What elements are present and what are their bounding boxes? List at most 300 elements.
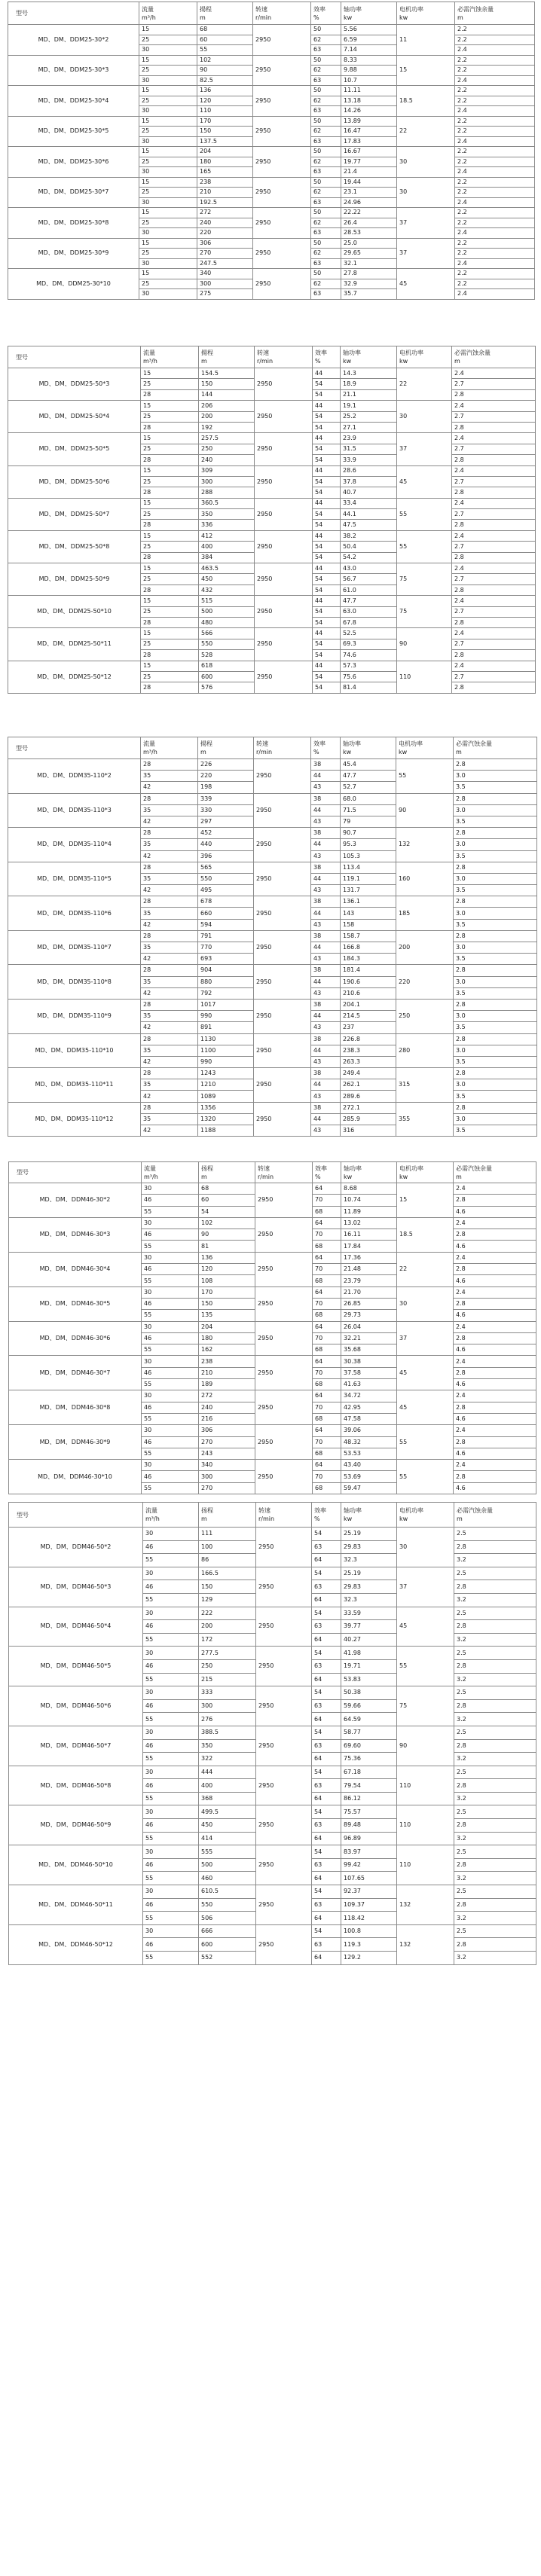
- efficiency-cell: 64: [312, 1832, 341, 1845]
- shaft-power-cell: 181.4: [341, 965, 396, 976]
- shaft-power-cell: 23.9: [341, 433, 397, 444]
- shaft-power-cell: 249.4: [341, 1068, 396, 1079]
- table-row: [9, 1686, 536, 1700]
- efficiency-cell: 54: [312, 1726, 341, 1739]
- column-header: [253, 2, 311, 25]
- model-cell: MD、DM、DDM25-50*10: [8, 596, 141, 628]
- head-cell: 309: [199, 465, 255, 476]
- column-header: [199, 1503, 256, 1528]
- shaft-power-cell: 86.12: [341, 1792, 397, 1805]
- speed-cell: 2950: [255, 563, 313, 596]
- npshr-cell: 2.2: [455, 35, 535, 45]
- npshr-cell: 3.0: [454, 771, 537, 782]
- shaft-power-cell: 31.5: [341, 444, 397, 454]
- npshr-cell: 4.6: [454, 1448, 536, 1459]
- shaft-power-cell: 42.95: [341, 1402, 397, 1413]
- header-unit: m: [201, 1173, 207, 1180]
- head-cell: 610.5: [199, 1885, 256, 1899]
- speed-cell: 2950: [254, 999, 311, 1033]
- table-row: [8, 116, 535, 127]
- spec-table-3: [8, 737, 537, 1137]
- header-row: [8, 737, 537, 759]
- flow-cell: 46: [143, 1699, 199, 1713]
- npshr-cell: 2.4: [454, 1217, 536, 1228]
- model-cell: MD、DM、DDM35-110*5: [8, 862, 141, 896]
- motor-power-cell: 132: [396, 828, 454, 862]
- npshr-cell: 2.8: [452, 520, 536, 530]
- npshr-cell: 2.8: [454, 1367, 536, 1378]
- shaft-power-cell: 40.27: [341, 1633, 397, 1647]
- efficiency-cell: 54: [313, 552, 341, 563]
- flow-cell: 25: [141, 639, 199, 649]
- speed-cell: 2950: [256, 1726, 312, 1766]
- flow-cell: 28: [141, 552, 199, 563]
- flow-cell: 28: [141, 965, 198, 976]
- flow-cell: 30: [143, 1805, 199, 1819]
- flow-cell: 35: [141, 976, 198, 987]
- flow-cell: 25: [141, 476, 199, 487]
- efficiency-cell: 64: [313, 1183, 341, 1195]
- speed-cell: 2950: [254, 930, 311, 965]
- flow-cell: 30: [142, 1286, 199, 1298]
- npshr-cell: 2.7: [452, 444, 536, 454]
- table-row: [9, 1567, 536, 1580]
- shaft-power-cell: 18.9: [341, 379, 397, 389]
- table-row: [8, 965, 537, 976]
- flow-cell: 30: [143, 1766, 199, 1779]
- shaft-power-cell: 25.0: [341, 238, 397, 249]
- column-header: [199, 1162, 255, 1183]
- head-cell: 550: [199, 1898, 256, 1912]
- npshr-cell: 2.8: [454, 1102, 537, 1113]
- efficiency-cell: 44: [313, 628, 341, 639]
- head-cell: 384: [199, 552, 255, 563]
- npshr-cell: 2.8: [454, 1699, 536, 1713]
- column-header: [8, 2, 139, 25]
- header-unit: m: [200, 14, 206, 21]
- shaft-power-cell: 95.3: [341, 839, 396, 850]
- speed-cell: 2950: [256, 1885, 312, 1925]
- npshr-cell: 2.8: [454, 1068, 537, 1079]
- head-cell: 240: [197, 218, 253, 228]
- table-row: [8, 1102, 537, 1113]
- head-cell: 110: [197, 106, 253, 117]
- flow-cell: 30: [143, 1567, 199, 1580]
- speed-cell: 2950: [255, 530, 313, 563]
- flow-cell: 30: [139, 45, 197, 56]
- shaft-power-cell: 166.8: [341, 942, 396, 954]
- shaft-power-cell: 50.4: [341, 542, 397, 552]
- shaft-power-cell: 32.3: [341, 1554, 397, 1567]
- flow-cell: 15: [139, 208, 197, 218]
- efficiency-cell: 54: [313, 422, 341, 432]
- shaft-power-cell: 57.3: [341, 661, 397, 671]
- speed-cell: 2950: [255, 1460, 313, 1494]
- efficiency-cell: 63: [312, 1580, 341, 1594]
- flow-cell: 55: [143, 1673, 199, 1686]
- header-label: 揚程: [200, 5, 212, 13]
- model-cell: MD、DM、DDM25-30*7: [8, 177, 139, 208]
- motor-power-cell: 132: [397, 1924, 454, 1964]
- npshr-cell: 4.6: [454, 1206, 536, 1217]
- flow-cell: 25: [141, 411, 199, 422]
- header-unit: kw: [343, 749, 352, 755]
- motor-power-cell: 15: [397, 1183, 454, 1218]
- efficiency-cell: 50: [311, 147, 341, 157]
- table-row: [8, 1068, 537, 1079]
- npshr-cell: 3.0: [454, 1113, 537, 1125]
- flow-cell: 28: [141, 617, 199, 627]
- efficiency-cell: 44: [313, 401, 341, 411]
- motor-power-cell: 55: [397, 1425, 454, 1460]
- npshr-cell: 2.4: [455, 197, 535, 208]
- flow-cell: 55: [142, 1206, 199, 1217]
- npshr-cell: 4.6: [454, 1379, 536, 1390]
- column-header: [312, 1503, 341, 1528]
- flow-cell: 42: [141, 1091, 198, 1102]
- speed-cell: 2950: [256, 1686, 312, 1726]
- shaft-power-cell: 143: [341, 908, 396, 919]
- shaft-power-cell: 23.1: [341, 188, 397, 198]
- npshr-cell: 2.5: [454, 1845, 536, 1859]
- motor-power-cell: 37: [397, 208, 455, 239]
- npshr-cell: 4.6: [454, 1482, 536, 1494]
- shaft-power-cell: 26.85: [341, 1298, 397, 1309]
- motor-power-cell: 355: [396, 1102, 454, 1137]
- flow-cell: 15: [141, 498, 199, 508]
- head-cell: 136: [199, 1252, 255, 1263]
- npshr-cell: 2.8: [454, 999, 537, 1010]
- efficiency-cell: 64: [312, 1554, 341, 1567]
- header-label: 轴功率: [343, 349, 361, 356]
- flow-cell: 35: [141, 1113, 198, 1125]
- npshr-cell: 2.4: [455, 136, 535, 147]
- flow-cell: 25: [141, 606, 199, 617]
- flow-cell: 28: [141, 1068, 198, 1079]
- npshr-cell: 2.8: [454, 1195, 536, 1206]
- efficiency-cell: 54: [313, 444, 341, 454]
- spec-table-2: [8, 346, 536, 694]
- flow-cell: 15: [141, 368, 199, 379]
- efficiency-cell: 44: [313, 530, 341, 541]
- header-unit: m: [454, 358, 460, 365]
- npshr-cell: 3.0: [454, 908, 537, 919]
- motor-power-cell: 250: [396, 999, 454, 1033]
- efficiency-cell: 38: [311, 862, 341, 873]
- head-cell: 238: [197, 177, 253, 188]
- shaft-power-cell: 272.1: [341, 1102, 396, 1113]
- table-row: [8, 661, 536, 671]
- model-cell: MD、DM、DDM46-30*2: [9, 1183, 142, 1218]
- model-cell: MD、DM、DDM25-30*8: [8, 208, 139, 239]
- npshr-cell: 2.7: [452, 542, 536, 552]
- header-unit: m³/h: [143, 358, 157, 365]
- model-cell: MD、DM、DDM25-50*12: [8, 661, 141, 693]
- header-label: 电机功率: [399, 5, 423, 13]
- npshr-cell: 2.8: [454, 1540, 536, 1554]
- speed-cell: 2950: [253, 177, 311, 208]
- efficiency-cell: 63: [311, 106, 341, 117]
- head-cell: 154.5: [199, 368, 255, 379]
- head-cell: 111: [199, 1528, 256, 1541]
- head-cell: 60: [199, 1195, 255, 1206]
- flow-cell: 30: [139, 167, 197, 178]
- npshr-cell: 2.5: [454, 1805, 536, 1819]
- flow-cell: 46: [142, 1298, 199, 1309]
- table-row: [9, 1356, 536, 1367]
- speed-cell: 2950: [255, 1390, 313, 1425]
- head-cell: 412: [199, 530, 255, 541]
- flow-cell: 30: [143, 1845, 199, 1859]
- model-cell: MD、DM、DDM46-50*9: [9, 1805, 143, 1845]
- npshr-cell: 2.8: [452, 487, 536, 498]
- model-cell: MD、DM、DDM46-50*10: [9, 1845, 143, 1885]
- head-cell: 550: [199, 639, 255, 649]
- model-cell: MD、DM、DDM25-30*3: [8, 55, 139, 86]
- head-cell: 904: [198, 965, 254, 976]
- head-cell: 108: [199, 1275, 255, 1286]
- head-cell: 300: [199, 476, 255, 487]
- npshr-cell: 2.5: [454, 1528, 536, 1541]
- npshr-cell: 2.8: [452, 552, 536, 563]
- column-header: [454, 1162, 536, 1183]
- shaft-power-cell: 39.77: [341, 1620, 397, 1634]
- npshr-cell: 3.5: [454, 954, 537, 965]
- efficiency-cell: 50: [311, 208, 341, 218]
- npshr-cell: 2.2: [455, 269, 535, 279]
- npshr-cell: 4.6: [454, 1413, 536, 1424]
- flow-cell: 55: [143, 1952, 199, 1965]
- flow-cell: 25: [141, 671, 199, 682]
- speed-cell: 2950: [256, 1607, 312, 1647]
- shaft-power-cell: 129.2: [341, 1952, 397, 1965]
- efficiency-cell: 44: [313, 433, 341, 444]
- shaft-power-cell: 41.98: [341, 1647, 397, 1660]
- spec-table-4: [8, 1161, 536, 1494]
- efficiency-cell: 68: [313, 1482, 341, 1494]
- head-cell: 220: [198, 771, 254, 782]
- shaft-power-cell: 35.7: [341, 289, 397, 300]
- flow-cell: 46: [143, 1580, 199, 1594]
- column-header: [454, 737, 537, 759]
- efficiency-cell: 70: [313, 1229, 341, 1241]
- efficiency-cell: 54: [312, 1845, 341, 1859]
- head-cell: 528: [199, 650, 255, 661]
- head-cell: 102: [199, 1217, 255, 1228]
- speed-cell: 2950: [256, 1924, 312, 1964]
- model-cell: MD、DM、DDM46-30*4: [9, 1252, 142, 1286]
- npshr-cell: 3.2: [454, 1872, 536, 1885]
- shaft-power-cell: 29.65: [341, 249, 397, 259]
- shaft-power-cell: 190.6: [341, 976, 396, 987]
- npshr-cell: 3.0: [454, 1045, 537, 1056]
- head-cell: 414: [199, 1832, 256, 1845]
- column-header: [454, 1503, 536, 1528]
- flow-cell: 46: [143, 1659, 199, 1673]
- npshr-cell: 2.2: [455, 86, 535, 96]
- efficiency-cell: 38: [311, 1068, 341, 1079]
- efficiency-cell: 44: [313, 661, 341, 671]
- efficiency-cell: 63: [312, 1938, 341, 1952]
- column-header: [255, 346, 313, 368]
- npshr-cell: 2.8: [454, 1471, 536, 1482]
- efficiency-cell: 38: [311, 828, 341, 839]
- header-unit: m: [201, 358, 207, 365]
- efficiency-cell: 64: [313, 1321, 341, 1332]
- speed-cell: 2950: [254, 896, 311, 931]
- motor-power-cell: 55: [397, 498, 452, 530]
- header-label: 必需汽蚀余量: [456, 740, 492, 747]
- npshr-cell: 2.8: [454, 896, 537, 908]
- flow-cell: 46: [142, 1367, 199, 1378]
- model-cell: MD、DM、DDM25-50*6: [8, 465, 141, 498]
- npshr-cell: 4.6: [454, 1275, 536, 1286]
- npshr-cell: 3.5: [454, 816, 537, 827]
- efficiency-cell: 62: [311, 157, 341, 167]
- efficiency-cell: 43: [311, 1091, 341, 1102]
- table-row: [8, 433, 536, 444]
- table-row: [9, 1845, 536, 1859]
- flow-cell: 28: [141, 422, 199, 432]
- efficiency-cell: 43: [311, 954, 341, 965]
- column-header: [141, 346, 199, 368]
- efficiency-cell: 44: [311, 1113, 341, 1125]
- model-cell: MD、DM、DDM46-50*11: [9, 1885, 143, 1925]
- head-cell: 432: [199, 584, 255, 595]
- npshr-cell: 2.2: [455, 116, 535, 127]
- header-unit: %: [313, 14, 319, 21]
- flow-cell: 25: [141, 379, 199, 389]
- npshr-cell: 2.8: [454, 1229, 536, 1241]
- head-cell: 270: [199, 1482, 255, 1494]
- shaft-power-cell: 13.02: [341, 1217, 397, 1228]
- efficiency-cell: 64: [312, 1713, 341, 1726]
- motor-power-cell: 37: [397, 433, 452, 465]
- model-cell: MD、DM、DDM25-50*3: [8, 368, 141, 401]
- head-cell: 150: [199, 1580, 256, 1594]
- flow-cell: 55: [142, 1310, 199, 1321]
- shaft-power-cell: 27.1: [341, 422, 397, 432]
- motor-power-cell: 110: [397, 1805, 454, 1845]
- header-unit: m³/h: [142, 14, 156, 21]
- head-cell: 297: [198, 816, 254, 827]
- table-row: [9, 1528, 536, 1541]
- shaft-power-cell: 109.37: [341, 1898, 397, 1912]
- shaft-power-cell: 118.42: [341, 1912, 397, 1925]
- header-label: 流量: [144, 1164, 156, 1172]
- head-cell: 678: [198, 896, 254, 908]
- shaft-power-cell: 17.83: [341, 136, 397, 147]
- header-unit: r/min: [255, 14, 272, 21]
- npshr-cell: 3.5: [454, 987, 537, 999]
- flow-cell: 30: [143, 1607, 199, 1620]
- head-cell: 330: [198, 804, 254, 816]
- motor-power-cell: 75: [397, 596, 452, 628]
- efficiency-cell: 44: [311, 1079, 341, 1091]
- flow-cell: 46: [142, 1264, 199, 1275]
- flow-cell: 42: [141, 954, 198, 965]
- motor-power-cell: 22: [397, 368, 452, 401]
- flow-cell: 15: [139, 147, 197, 157]
- head-cell: 306: [199, 1425, 255, 1436]
- flow-cell: 25: [139, 35, 197, 45]
- flow-cell: 15: [139, 238, 197, 249]
- flow-cell: 30: [139, 258, 197, 269]
- shaft-power-cell: 119.1: [341, 873, 396, 884]
- npshr-cell: 2.2: [455, 249, 535, 259]
- flow-cell: 15: [141, 563, 199, 574]
- npshr-cell: 2.4: [455, 228, 535, 239]
- efficiency-cell: 54: [313, 584, 341, 595]
- efficiency-cell: 64: [313, 1425, 341, 1436]
- npshr-cell: 3.5: [454, 919, 537, 930]
- table-row: [8, 1033, 537, 1045]
- head-cell: 272: [197, 208, 253, 218]
- column-header: [341, 1503, 397, 1528]
- npshr-cell: 2.8: [454, 862, 537, 873]
- motor-power-cell: 37: [397, 238, 455, 269]
- efficiency-cell: 38: [311, 965, 341, 976]
- flow-cell: 25: [141, 509, 199, 520]
- header-unit: r/min: [257, 358, 274, 365]
- flow-cell: 46: [143, 1819, 199, 1833]
- column-header: [9, 1162, 142, 1183]
- efficiency-cell: 54: [313, 520, 341, 530]
- shaft-power-cell: 79.54: [341, 1779, 397, 1793]
- shaft-power-cell: 74.6: [341, 650, 397, 661]
- model-cell: MD、DM、DDM25-30*5: [8, 116, 139, 147]
- header-label: 轴功率: [344, 1507, 362, 1514]
- head-cell: 990: [198, 1011, 254, 1022]
- npshr-cell: 3.2: [454, 1832, 536, 1845]
- table-row: [8, 793, 537, 804]
- shaft-power-cell: 7.14: [341, 45, 397, 56]
- flow-cell: 28: [141, 389, 199, 400]
- shaft-power-cell: 54.2: [341, 552, 397, 563]
- column-header: [141, 737, 198, 759]
- speed-cell: 2950: [255, 661, 313, 693]
- header-label: 电机功率: [399, 740, 423, 747]
- shaft-power-cell: 99.42: [341, 1858, 397, 1872]
- spec-table-5: [8, 1502, 536, 1965]
- motor-power-cell: 45: [397, 1607, 454, 1647]
- efficiency-cell: 44: [311, 1045, 341, 1056]
- efficiency-cell: 70: [313, 1367, 341, 1378]
- flow-cell: 42: [141, 1125, 198, 1137]
- header-unit: kw: [399, 358, 408, 365]
- efficiency-cell: 54: [313, 682, 341, 693]
- efficiency-cell: 54: [312, 1607, 341, 1620]
- head-cell: 170: [199, 1286, 255, 1298]
- npshr-cell: 2.4: [455, 258, 535, 269]
- shaft-power-cell: 158: [341, 919, 396, 930]
- head-cell: 129: [199, 1593, 256, 1607]
- header-label: 轴功率: [344, 5, 362, 13]
- npshr-cell: 2.8: [454, 1739, 536, 1753]
- efficiency-cell: 63: [312, 1898, 341, 1912]
- motor-power-cell: 45: [397, 1356, 454, 1390]
- efficiency-cell: 63: [312, 1819, 341, 1833]
- head-cell: 460: [199, 1872, 256, 1885]
- speed-cell: 2950: [256, 1567, 312, 1607]
- header-label: 揚程: [201, 349, 213, 356]
- model-cell: MD、DM、DDM35-110*10: [8, 1033, 141, 1068]
- head-cell: 170: [197, 116, 253, 127]
- table-row: [8, 999, 537, 1010]
- npshr-cell: 2.8: [454, 1436, 536, 1448]
- speed-cell: 2950: [254, 793, 311, 828]
- npshr-cell: 3.0: [454, 942, 537, 954]
